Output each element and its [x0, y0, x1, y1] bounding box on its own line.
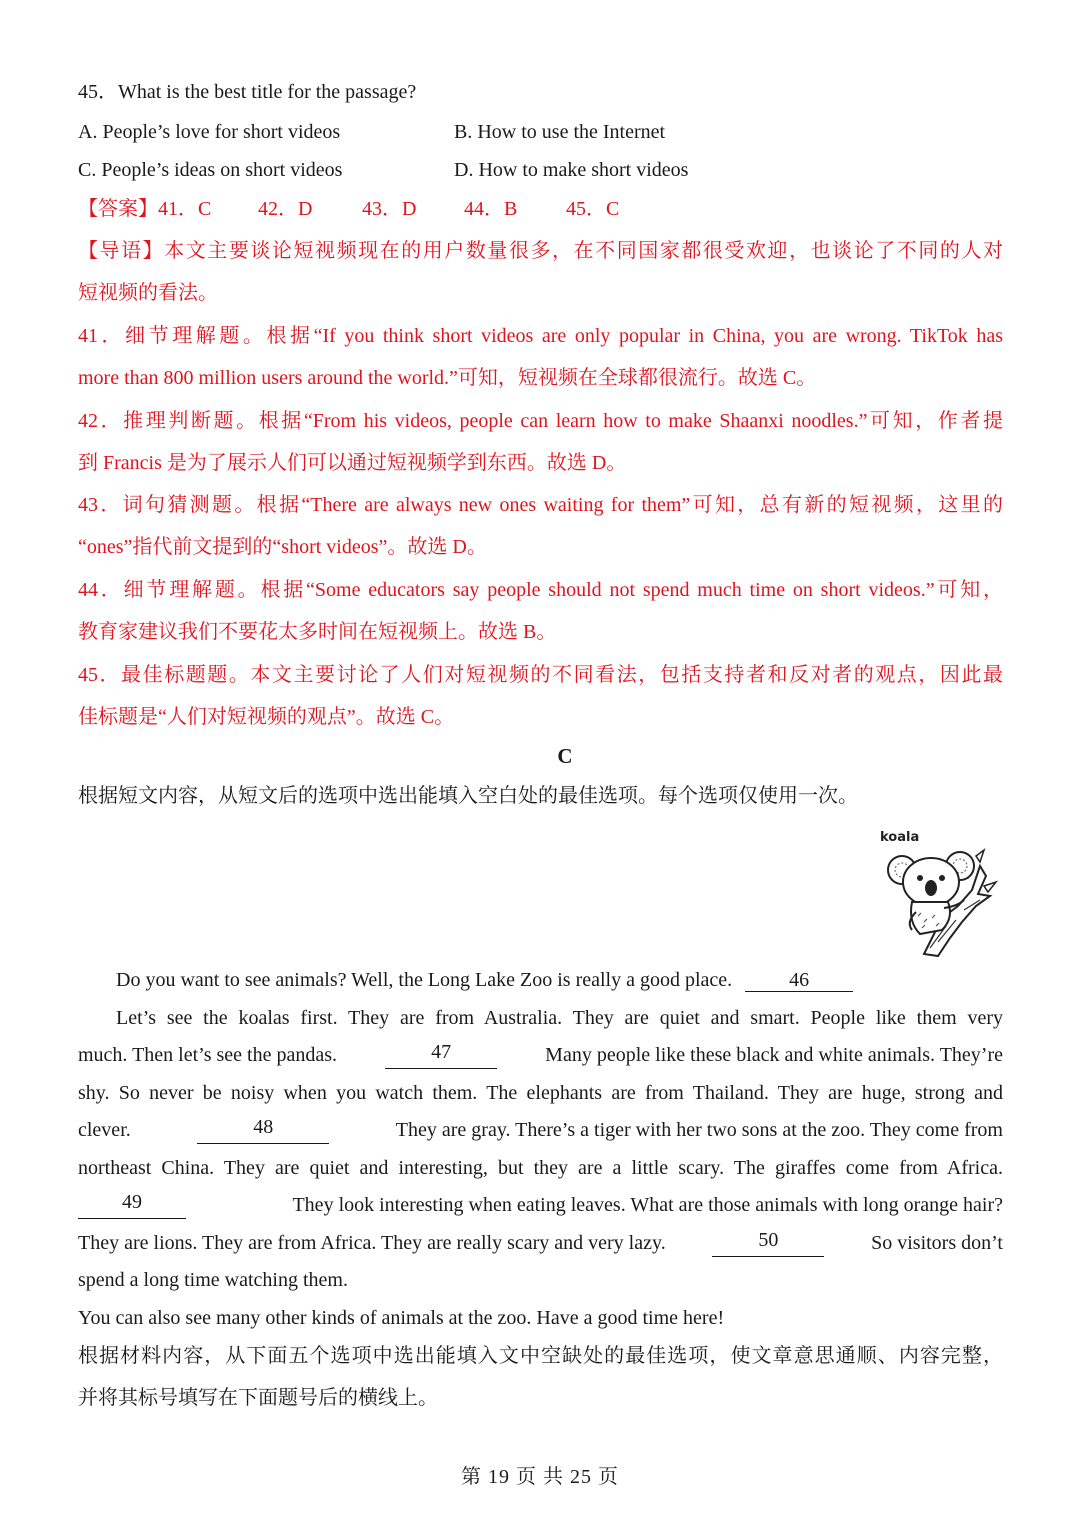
question-45: 45．What is the best title for the passage?	[78, 81, 417, 103]
blank-49[interactable]: 49	[78, 1191, 186, 1219]
explanation-41-line-1: 41．细节理解题。根据“If you think short videos are only popular in China, you are wrong. TikTok has	[78, 325, 1003, 347]
answer-44: 44．B	[464, 198, 518, 220]
answer-42: 42．D	[258, 198, 313, 220]
koala-label: koala	[880, 830, 920, 845]
koala-illustration	[872, 826, 1000, 958]
guide-line-1: 【导语】本文主要谈论短视频现在的用户数量很多，在不同国家都很受欢迎，也谈论了不同的人对	[78, 240, 1003, 262]
blank-50[interactable]: 50	[712, 1229, 824, 1257]
passage-paragraph-3: You can also see many other kinds of animals at the zoo. Have a good time here!	[78, 1307, 725, 1329]
explanation-42-line-2: 到 Francis 是为了展示人们可以通过短视频学到东西。故选 D。	[78, 452, 627, 474]
explanation-41-line-2: more than 800 million users around the world.”可知，短视频在全球都很流行。故选 C。	[78, 367, 817, 389]
passage-line-1: Let’s see the koalas first. They are from Australia. They are quiet and smart. People like them very	[116, 1007, 1003, 1029]
option-a: A. People’s love for short videos	[78, 121, 341, 143]
answer-43: 43．D	[362, 198, 417, 220]
answer-key	[78, 195, 619, 223]
answer-label: 【答案】	[78, 198, 158, 220]
explanation-42-line-1: 42．推理判断题。根据“From his videos, people can learn how to make Shaanxi noodles.”可知，作者提	[78, 410, 1003, 432]
blank-48[interactable]: 48	[197, 1116, 329, 1144]
guide-line-2: 短视频的看法。	[78, 282, 218, 304]
instruction-2-line-1: 根据材料内容，从下面五个选项中选出能填入文中空缺处的最佳选项，使文章意思通顺、内容完整，	[78, 1345, 1003, 1367]
blank-46[interactable]: 46	[745, 969, 853, 992]
explanation-43-line-1: 43．词句猜测题。根据“There are always new ones waiting for them”可知，总有新的短视频，这里的	[78, 494, 1003, 516]
passage-line-7: They are lions. They are from Africa. They are really scary and very lazy. 50 So visitors don’t	[78, 1229, 1003, 1257]
passage-line-6: 49 They look interesting when eating leaves. What are those animals with long orange hair?	[78, 1191, 1003, 1219]
passage-line-8: spend a long time watching them.	[78, 1269, 348, 1291]
passage-line-3: shy. So never be noisy when you watch them. The elephants are from Thailand. They are huge, strong and	[78, 1082, 1003, 1104]
option-d: D. How to make short videos	[454, 159, 689, 181]
option-row-ab	[78, 118, 340, 146]
explanation-44-line-1: 44．细节理解题。根据“Some educators say people should not spend much time on short videos.”可知，	[78, 579, 1003, 601]
instruction-2-line-2: 并将其标号填写在下面题号后的横线上。	[78, 1387, 438, 1409]
explanation-44-line-2: 教育家建议我们不要花太多时间在短视频上。故选 B。	[78, 621, 557, 643]
section-instruction: 根据短文内容，从短文后的选项中选出能填入空白处的最佳选项。每个选项仅使用一次。	[78, 785, 858, 807]
explanation-45-line-1: 45．最佳标题题。本文主要讨论了人们对短视频的不同看法，包括支持者和反对者的观点，因此最	[78, 664, 1003, 686]
explanation-45-line-2: 佳标题是“人们对短视频的观点”。故选 C。	[78, 706, 455, 728]
passage-line-4: clever. 48 They are gray. There’s a tiger with her two sons at the zoo. They come from	[78, 1116, 1003, 1144]
passage-line-5: northeast China. They are quiet and interesting, but they are a little scary. The giraffes come from Africa.	[78, 1157, 1003, 1179]
answer-45: 45．C	[566, 198, 620, 220]
passage-paragraph-1: Do you want to see animals? Well, the Long Lake Zoo is really a good place. 46	[116, 966, 853, 994]
option-b: B. How to use the Internet	[454, 121, 666, 143]
explanation-43-line-2: “ones”指代前文提到的“short videos”。故选 D。	[78, 536, 487, 558]
answer-41: 41．C	[158, 198, 212, 220]
passage-line-2: much. Then let’s see the pandas. 47 Many people like these black and white animals. They’re	[78, 1041, 1003, 1069]
option-c: C. People’s ideas on short videos	[78, 159, 343, 181]
section-title: C	[557, 744, 573, 768]
blank-47[interactable]: 47	[385, 1041, 497, 1069]
page-footer: 第 19 页 共 25 页	[461, 1466, 619, 1488]
